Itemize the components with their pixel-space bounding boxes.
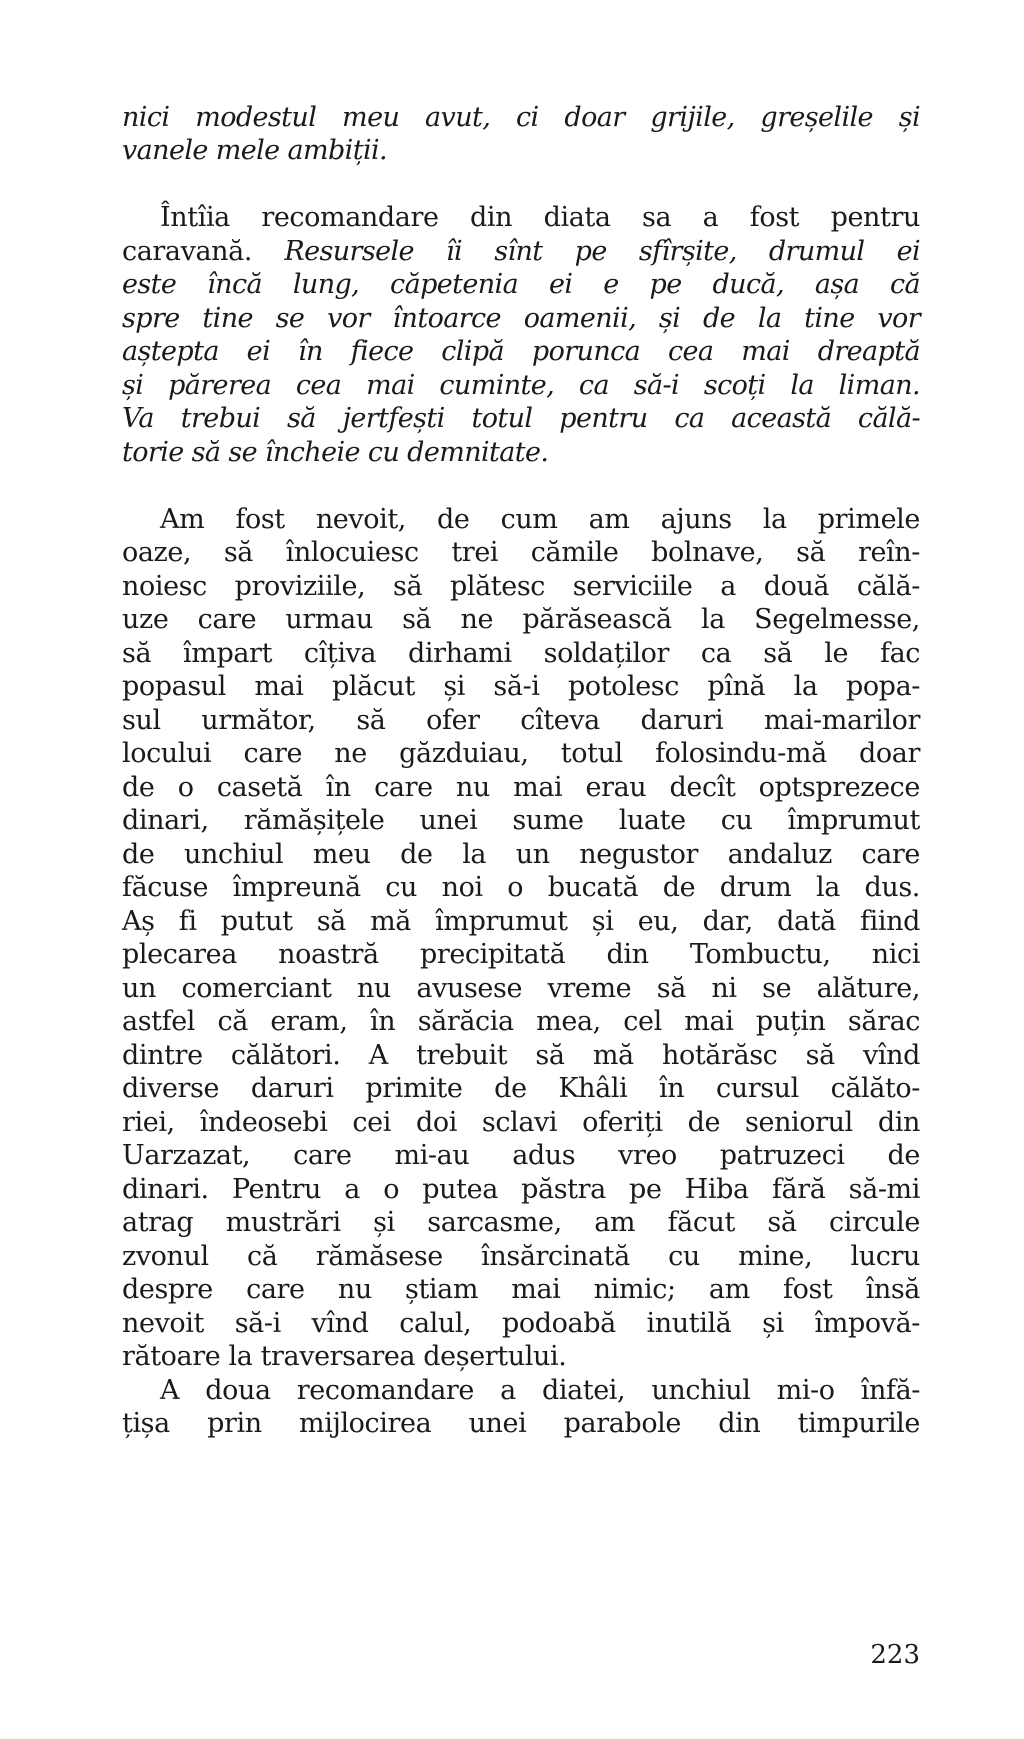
text-line: și părerea cea mai cuminte, ca să-i scoți la liman. xyxy=(122,370,920,401)
text-line: torie să se încheie cu demnitate. xyxy=(122,437,549,468)
text-line: dintre călători. A trebuit să mă hotărăsc să vînd xyxy=(122,1040,920,1071)
text-line: vanele mele ambiții. xyxy=(122,135,388,166)
text-line: Uarzazat, care mi-au adus vreo patruzeci de xyxy=(122,1140,920,1171)
text-line: un comerciant nu avusese vreme să ni se alăture, xyxy=(122,973,920,1004)
text-line: să împart cîțiva dirhami soldaților ca să le fac xyxy=(122,638,920,669)
text-line: despre care nu știam mai nimic; am fost însă xyxy=(122,1274,920,1305)
text-line: nici modestul meu avut, ci doar grijile, greșelile și xyxy=(122,102,920,133)
text-line: rătoare la traversarea deșertului. xyxy=(122,1341,567,1372)
text-line: diverse daruri primite de Khâli în cursul călăto- xyxy=(122,1073,920,1104)
text-line: Va trebui să jertfești totul pentru ca această călă- xyxy=(122,403,920,434)
text-line: popasul mai plăcut și să-i potolesc pînă la popa- xyxy=(122,671,920,702)
page-number: 223 xyxy=(870,1640,920,1670)
text-line: zvonul că rămăsese însărcinată cu mine, lucru xyxy=(122,1241,920,1272)
text-line xyxy=(122,235,920,269)
text-roman: Întîia recomandare din diata sa a fost pentru xyxy=(160,202,920,233)
text-roman: caravană. xyxy=(122,236,285,267)
text-line: oaze, să înlocuiesc trei cămile bolnave, să reîn- xyxy=(122,537,920,568)
text-line: plecarea noastră precipitată din Tombuctu, nici xyxy=(122,939,920,970)
text-line: dinari. Pentru a o putea păstra pe Hiba fără să-mi xyxy=(122,1174,920,1205)
text-line: riei, îndeosebi cei doi sclavi oferiți de seniorul din xyxy=(122,1107,920,1138)
text-line: nevoit să-i vînd calul, podoabă inutilă și împovă- xyxy=(122,1308,920,1339)
text-line: aștepta ei în fiece clipă porunca cea mai dreaptă xyxy=(122,336,920,367)
text-line: făcuse împreună cu noi o bucată de drum la dus. xyxy=(122,872,920,903)
text-line: Am fost nevoit, de cum am ajuns la primele xyxy=(160,504,920,535)
text-line: uze care urmau să ne părăsească la Segelmesse, xyxy=(122,604,920,635)
text-line: Aș fi putut să mă împrumut și eu, dar, dată fiind xyxy=(122,906,920,937)
text-line xyxy=(122,201,920,235)
text-line: de unchiul meu de la un negustor andaluz care xyxy=(122,839,920,870)
text-line: țișa prin mijlocirea unei parabole din timpurile xyxy=(122,1408,920,1439)
text-line: spre tine se vor întoarce oamenii, și de la tine vor xyxy=(122,303,920,334)
text-line: noiesc proviziile, să plătesc serviciile a două călă- xyxy=(122,571,920,602)
text-line: dinari, rămășițele unei sume luate cu împrumut xyxy=(122,805,920,836)
text-line: de o casetă în care nu mai erau decît optsprezece xyxy=(122,772,920,803)
text-line: sul următor, să ofer cîteva daruri mai-marilor xyxy=(122,705,920,736)
text-italic: Resursele îi sînt pe sfîrșite, drumul ei xyxy=(284,236,920,267)
text-line: A doua recomandare a diatei, unchiul mi-o înfă- xyxy=(160,1375,920,1406)
text-line: locului care ne găzduiau, totul folosindu-mă doar xyxy=(122,738,920,769)
text-line: astfel că eram, în sărăcia mea, cel mai puțin sărac xyxy=(122,1006,920,1037)
text-line: este încă lung, căpetenia ei e pe ducă, așa că xyxy=(122,269,920,300)
text-line: atrag mustrări și sarcasme, am făcut să circule xyxy=(122,1207,920,1238)
